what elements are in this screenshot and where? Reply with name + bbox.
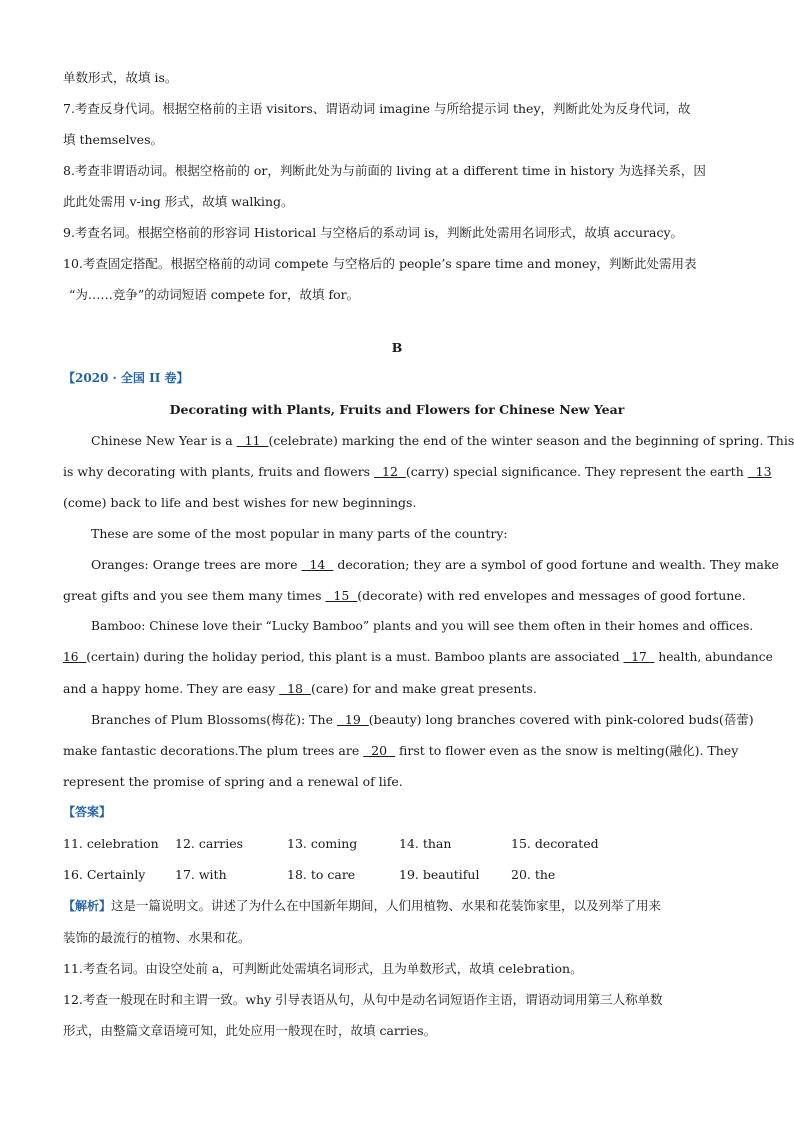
explanation-line: 8.考查非谓语动词。根据空格前的 or，判断此处为与前面的 living at a different time in history 为选择关系，因 (63, 163, 706, 178)
explanation-line: 填 themselves。 (63, 132, 163, 147)
passage-line: Bamboo: Chinese love their “Lucky Bamboo” plants and you will see them often in their homes and offices. (91, 619, 754, 633)
answer-item: 12. carries (175, 836, 244, 851)
passage-line: great gifts and you see them many times 15 (decorate) with red envelopes and messages of good fortune. (63, 588, 746, 603)
answer-item: 11. celebration (63, 836, 159, 851)
passage-line: These are some of the most popular in many parts of the country: (91, 526, 508, 541)
passage-line: Branches of Plum Blossoms(梅花): The 19 (beauty) long branches covered with pink-colored buds(蓓蕾) (91, 712, 754, 727)
blank-11[interactable]: 11 (236, 433, 269, 448)
blank-19[interactable]: 19 (336, 712, 369, 727)
source-tag: 【2020 · 全国 II 卷】 (63, 371, 189, 385)
answers-row (63, 859, 731, 890)
passage-line: Chinese New Year is a 11 (celebrate) marking the end of the winter season and the beginning of spring. This (91, 433, 794, 448)
previous-explanations (63, 62, 731, 310)
blank-12[interactable]: 12 (374, 464, 406, 479)
analysis-line: 11.考查名词。由设空处前 a，可判断此处需填名词形式，且为单数形式，故填 celebration。 (63, 961, 583, 976)
answer-item: 16. Certainly (63, 867, 146, 882)
analysis-line: 形式，由整篇文章语境可知，此处应用一般现在时，故填 carries。 (63, 1023, 437, 1038)
analysis-line: 12.考查一般现在时和主谓一致。why 引导表语从句，从句中是动名词短语作主语，谓语动词用第三人称单数 (63, 992, 663, 1007)
document-page (63, 62, 794, 1046)
passage-line: Oranges: Orange trees are more 14 decoration; they are a symbol of good fortune and wealth. They make (91, 557, 779, 572)
blank-18[interactable]: 18 (279, 681, 311, 696)
answers-row (63, 828, 731, 859)
analysis-line: 装饰的最流行的植物、水果和花。 (63, 930, 251, 945)
explanation-line: 单数形式，故填 is。 (63, 70, 178, 85)
blank-16[interactable]: 16 (63, 650, 87, 664)
answer-item: 20. the (511, 867, 556, 882)
explanation-line: 此此处需用 v-ing 形式，故填 walking。 (63, 194, 294, 209)
passage-line: represent the promise of spring and a renewal of life. (63, 774, 403, 789)
passage-line: 16 (certain) during the holiday period, this plant is a must. Bamboo plants are associated 17 health, abundance (63, 650, 773, 664)
analysis-line: 【解析】这是一篇说明文。讲述了为什么在中国新年期间，人们用植物、水果和花装饰家里，以及列举了用来 (63, 898, 662, 913)
passage-line: (come) back to life and best wishes for new beginnings. (63, 495, 417, 510)
explanation-line: “为……竞争”的动词短语 compete for，故填 for。 (69, 287, 360, 302)
explanation-line: 7.考查反身代词。根据空格前的主语 visitors、谓语动词 imagine 与所给提示词 they，判断此处为反身代词，故 (63, 101, 691, 116)
answer-item: 17. with (175, 867, 227, 882)
blank-14[interactable]: 14 (301, 557, 334, 572)
blank-17[interactable]: 17 (623, 650, 655, 664)
answer-tag: 【答案】 (63, 805, 112, 819)
passage-line: make fantastic decorations.The plum trees are 20 first to flower even as the snow is melting(融化). They (63, 743, 739, 758)
explanation-line: 10.考查固定搭配。根据空格前的动词 compete 与空格后的 people’s spare time and money，判断此处需用表 (63, 256, 697, 271)
blank-15[interactable]: 15 (325, 588, 358, 603)
passage-line: is why decorating with plants, fruits and flowers 12 (carry) special significance. They represent the earth 13 (63, 464, 772, 479)
answer-item: 18. to care (287, 867, 356, 882)
answer-item: 19. beautiful (399, 867, 480, 882)
passage (63, 425, 794, 797)
blank-13[interactable]: 13 (747, 464, 772, 479)
analysis-tag: 【解析】 (63, 899, 112, 913)
explanation-line: 9.考查名词。根据空格前的形容词 Historical 与空格后的系动词 is，判断此处需用名词形式，故填 accuracy。 (63, 225, 684, 240)
answer-item: 13. coming (287, 836, 358, 851)
answer-item: 14. than (399, 836, 452, 851)
section-letter: B (391, 340, 403, 355)
blank-20[interactable]: 20 (363, 743, 396, 758)
passage-title: Decorating with Plants, Fruits and Flowers for Chinese New Year (169, 402, 625, 417)
answer-item: 15. decorated (511, 836, 599, 851)
passage-line: and a happy home. They are easy 18 (care) for and make great presents. (63, 681, 537, 696)
